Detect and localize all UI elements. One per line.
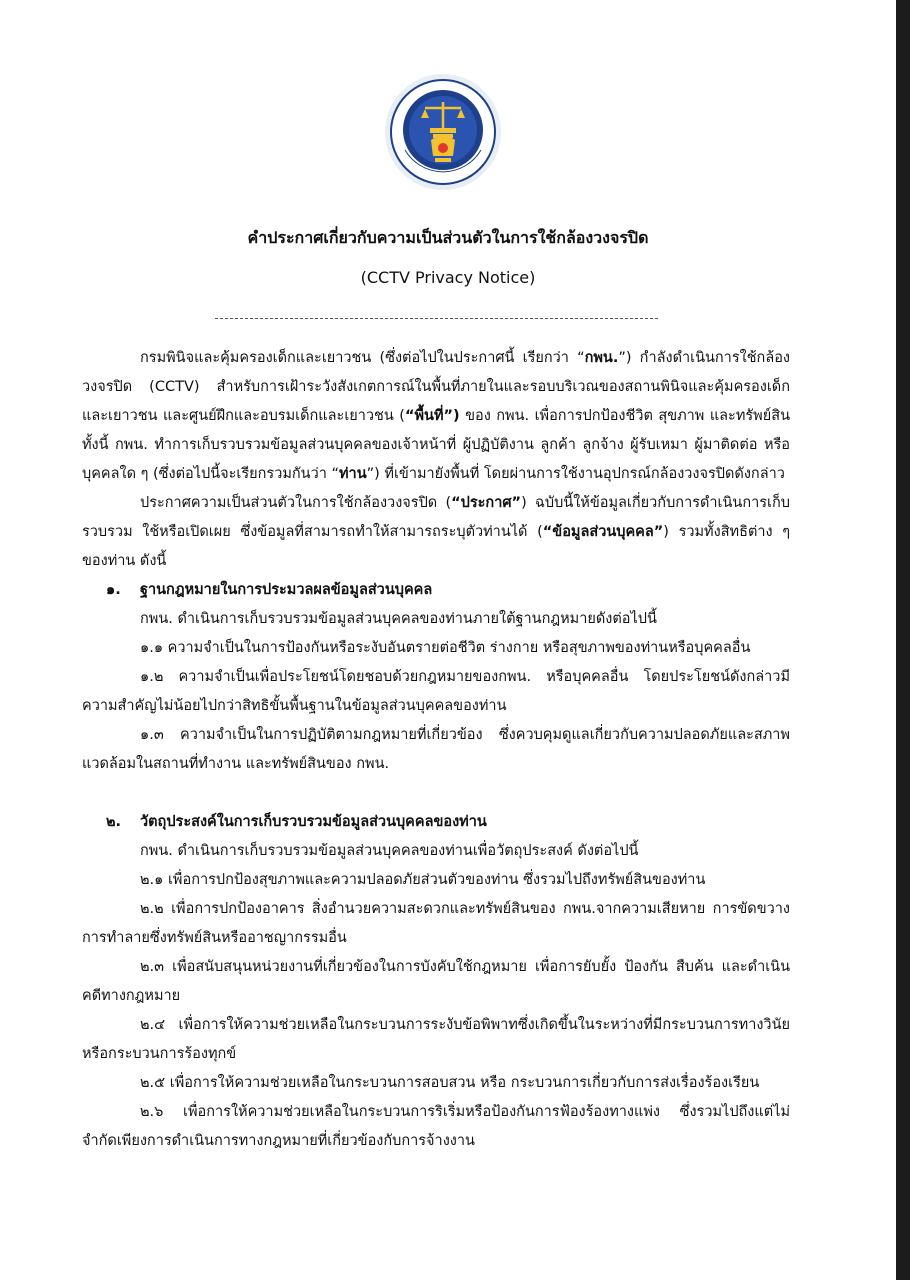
- section-2-item: ๒.๒ เพื่อการปกป้องอาคาร สิ่งอำนวยความสะดวกและทรัพย์สินของ กพน.จากความเสียหาย การขัดขวาง การทำลายซึ่งทรัพย์สินหรืออาชญากรรมอื่น: [82, 901, 790, 946]
- section-2-item: ๒.๕ เพื่อการให้ความช่วยเหลือในกระบวนการสอบสวน หรือ กระบวนการเกี่ยวกับการส่งเรื่องร้องเรียน: [140, 1075, 760, 1091]
- section-2-heading: ๒. วัตถุประสงค์ในการเก็บรวบรวมข้อมูลส่วนบุคคลของท่าน: [106, 814, 487, 830]
- section-1-item: ๑.๓ ความจำเป็นในการปฏิบัติตามกฎหมายที่เกี่ยวข้อง ซึ่งควบคุมดูแลเกี่ยวกับความปลอดภัยและสภาพแวดล้อมในสถานที่ทำงาน และทรัพย์สินของ กพน.: [82, 727, 790, 772]
- section-2-item: ๒.๔ เพื่อการให้ความช่วยเหลือในกระบวนการระงับข้อพิพาทซึ่งเกิดขึ้นในระหว่างที่มีกระบวนการทางวินัยหรือกระบวนการร้องทุกข์: [82, 1017, 790, 1062]
- section-1-item: ๑.๑ ความจำเป็นในการป้องกันหรือระงับอันตรายต่อชีวิต ร่างกาย หรือสุขภาพของท่านหรือบุคคลอื่น: [140, 640, 751, 656]
- intro-paragraph-1: กรมพินิจและคุ้มครองเด็กและเยาวชน (ซึ่งต่อไปในประกาศนี้ เรียกว่า “กพน.”) กำลังดำเนินการใช้กล้องวงจรปิด (CCTV) สำหรับการเฝ้าระวังสังเกตการณ์ในพื้นที่ภายในและรอบบริเวณของสถานพินิจและคุ้มครองเด็กและเยาวชน และศูนย์ฝึกและอบรมเด็กและเยาวชน (“พื้นที่”) ของ กพน. เพื่อการปกป้องชีวิต สุขภาพ และทรัพย์สิน ทั้งนี้ กพน. ทำการเก็บรวบรวมข้อมูลส่วนบุคคลของเจ้าหน้าที่ ผู้ปฏิบัติงาน ลูกค้า ลูกจ้าง ผู้รับเหมา ผู้มาติดต่อ หรือ บุคคลใด ๆ (ซึ่งต่อไปนี้จะเรียกรวมกันว่า “ท่าน”) ที่เข้ามายังพื้นที่ โดยผ่านการใช้งานอุปกรณ์กล้องวงจรปิดดังกล่าว: [82, 350, 791, 482]
- section-2-item: ๒.๑ เพื่อการปกป้องสุขภาพและความปลอดภัยส่วนตัวของท่าน ซึ่งรวมไปถึงทรัพย์สินของท่าน: [140, 872, 706, 888]
- notice-subtitle: (CCTV Privacy Notice): [360, 268, 536, 287]
- section-1-item: ๑.๒ ความจำเป็นเพื่อประโยชน์โดยชอบด้วยกฎหมายของกพน. หรือบุคคลอื่น โดยประโยชน์ดังกล่าวมีความสำคัญไม่น้อยไปกว่าสิทธิขั้นพื้นฐานในข้อมูลส่วนบุคคลของท่าน: [82, 669, 790, 714]
- department-seal-logo: [383, 72, 503, 192]
- intro-paragraph-2: ประกาศความเป็นส่วนตัวในการใช้กล้องวงจรปิด (“ประกาศ”) ฉบับนี้ให้ข้อมูลเกี่ยวกับการดำเนินการเก็บรวบรวม ใช้หรือเปิดเผย ซึ่งข้อมูลที่สามารถทำให้สามารถระบุตัวท่านได้ (“ข้อมูลส่วนบุคคล”) รวมทั้งสิทธิต่าง ๆ ของท่าน ดังนี้: [82, 495, 791, 569]
- section-1-lead: กพน. ดำเนินการเก็บรวบรวมข้อมูลส่วนบุคคลของท่านภายใต้ฐานกฎหมายดังต่อไปนี้: [140, 611, 657, 627]
- section-1-heading: ๑. ฐานกฎหมายในการประมวลผลข้อมูลส่วนบุคคล: [106, 582, 433, 598]
- notice-title: คำประกาศเกี่ยวกับความเป็นส่วนตัวในการใช้กล้องวงจรปิด: [247, 228, 649, 247]
- section-2-item: ๒.๓ เพื่อสนับสนุนหน่วยงานที่เกี่ยวข้องในการบังคับใช้กฎหมาย เพื่อการยับยั้ง ป้องกัน สืบค้น และดำเนินคดีทางกฎหมาย: [82, 959, 790, 1004]
- divider: [215, 318, 658, 319]
- section-2-item: ๒.๖ เพื่อการให้ความช่วยเหลือในกระบวนการริเริ่มหรือป้องกันการฟ้องร้องทางแพ่ง ซึ่งรวมไปถึงแต่ไม่จำกัดเพียงการดำเนินการทางกฎหมายที่เกี่ยวข้องกับการจ้างงาน: [82, 1104, 790, 1149]
- notice-body: [82, 344, 790, 1156]
- window-edge-bar: [896, 0, 910, 1280]
- section-2-lead: กพน. ดำเนินการเก็บรวบรวมข้อมูลส่วนบุคคลของท่านเพื่อวัตถุประสงค์ ดังต่อไปนี้: [140, 843, 639, 859]
